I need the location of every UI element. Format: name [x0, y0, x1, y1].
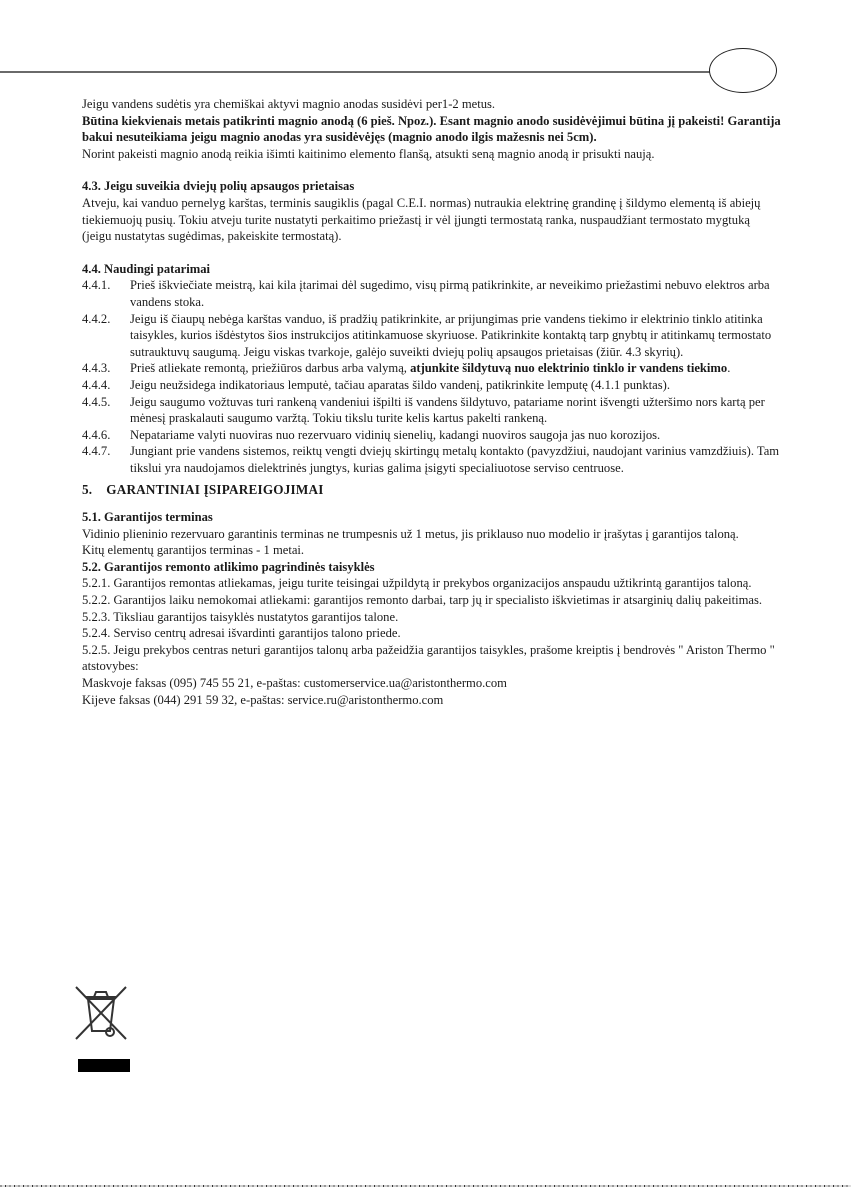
section-4-4-title: 4.4. Naudingi patarimai — [82, 261, 211, 276]
header-rule — [0, 71, 710, 73]
item-text: Jeigu saugumo vožtuvas turi rankeną vandeniui išpilti iš vandens šildytuvo, patariame norint išvengti užteršimo nors kartą per mėnesį praskalauti saugumo varžtą. Tokiu tikslu turite kelis kartus pakelti rankeną. — [130, 394, 765, 426]
rule-item: 5.2.4. Serviso centrų adresai išvardinti garantijos talono priede. — [82, 626, 401, 641]
rule-item: 5.2.2. Garantijos laiku nemokomai atliekami: garantijos remonto darbai, tarp jų ir specialisto iškvietimas ir atsarginių dalių pakeitimas. — [82, 593, 763, 608]
list-item — [82, 394, 782, 427]
item-text: Nepatariame valyti nuoviras nuo rezervuaro vidinių sienelių, kadangi nuoviros saugoja jas nuo korozijos. — [130, 427, 661, 442]
page-number-circle — [709, 48, 777, 93]
item-text-plain: Prieš atliekate remontą, priežiūros darbus arba valymą, — [130, 361, 411, 376]
item-number: 4.4.6. — [82, 427, 111, 442]
item-number: 4.4.7. — [82, 444, 111, 459]
item-text: Jungiant prie vandens sistemos, reiktų vengti dviejų skirtingų metalų kontakto (pavyzdžiui, naudojant varinius vamzdžiuis). Tam tikslui yra naudojamos dielektrinės jungtys, kurias galima įsigyti specialiuotose serviso centruose. — [130, 444, 780, 475]
contact-moscow: Maskvoje faksas (095) 745 55 21, e-paštas: customerservice.ua@aristonthermo.com — [82, 676, 507, 690]
item-number: 4.4.4. — [82, 377, 111, 392]
item-number: 4.4.2. — [82, 311, 111, 326]
section-5-2-title: 5.2. Garantijos remonto atlikimo pagrindinės taisyklės — [82, 559, 375, 574]
crossed-out-wheelie-bin-icon — [72, 985, 130, 1041]
scan-bottom-edge — [0, 1185, 851, 1187]
rule-item: 5.2.5. Jeigu prekybos centras neturi garantijos talonų arba pažeidžia garantijos taisykles, prašome kreiptis į bendrovės " Ariston Thermo " atstovybes: — [82, 642, 775, 674]
list-item — [82, 443, 782, 476]
section-5-1-text-2: Kitų elementų garantijos terminas - 1 metai. — [82, 543, 305, 558]
contact-kiev: Kijeve faksas (044) 291 59 32, e-paštas: service.ru@aristonthermo.com — [82, 692, 444, 707]
item-number: 4.4.1. — [82, 278, 111, 293]
list-item — [82, 360, 782, 377]
list-item — [82, 377, 782, 394]
list-item — [82, 311, 782, 361]
item-text: Jeigu neužsidega indikatoriaus lemputė, tačiau aparatas šildo vandenį, patikrinkite lemputę (4.1.1 punktas). — [130, 377, 670, 392]
item-text — [130, 360, 782, 377]
section-5-title: 5. GARANTINIAI ĮSIPAREIGOJIMAI — [82, 482, 324, 498]
section-5-1-title: 5.1. Garantijos terminas — [82, 510, 213, 525]
list-item — [82, 427, 782, 444]
section-5-1-text: Vidinio plieninio rezervuaro garantinis terminas ne trumpesnis už 1 metus, jis priklauso nuo modelio ir įrašytas į garantijos taloną. — [82, 526, 739, 541]
rule-item: 5.2.3. Tiksliau garantijos taisyklės nustatytos garantijos talone. — [82, 609, 399, 624]
item-number: 4.4.3. — [82, 361, 111, 376]
section-4-3-text: Atveju, kai vanduo pernelyg karštas, terminis saugiklis (pagal C.E.I. normas) nutraukia elektrinę grandinę į šildymo elementą iš abiejų tiekiemuojų pusių. Tokiu atveju turite nustatyti perkaitimo priežastį ir vėl įjungti termostatą ranka, nuspaudžiant termostato mygtuką (jeigu nustatytas sugėdimas, pakeiskite termostatą). — [82, 195, 761, 244]
list-item — [82, 277, 782, 310]
document-body — [82, 96, 782, 708]
weee-black-bar — [78, 1059, 130, 1072]
item-text: Prieš iškviečiate meistrą, kai kila įtarimai dėl sugedimo, visų pirmą patikrinkite, ar neveikimo priežastimi nebuvo elektros arba vandens stoka. — [130, 278, 770, 309]
anode-warning: Būtina kiekvienais metais patikrinti magnio anodą (6 pieš. Npoz.). Esant magnio anodo susidėvėjimui būtina jį pakeisti! Garantija bakui nesuteikiama jeigu magnio anodas yra susidėvėjęs (magnio anodo ilgis mažesnis nei 5cm). — [82, 113, 781, 145]
anode-note: Jeigu vandens sudėtis yra chemiškai aktyvi magnio anodas susidėvi per1-2 metus. — [82, 97, 496, 111]
section-4-3-title: 4.3. Jeigu suveikia dviejų polių apsaugos prietaisas — [82, 179, 355, 194]
item-number: 4.4.5. — [82, 394, 111, 409]
item-text-bold: atjunkite šildytuvą nuo elektrinio tinklo ir vandens tiekimo — [410, 361, 728, 376]
anode-replace: Norint pakeisti magnio anodą reikia išimti kaitinimo elemento flanšą, atsukti seną magnio anodą ir prisukti naują. — [82, 146, 655, 161]
rule-item: 5.2.1. Garantijos remontas atliekamas, jeigu turite teisingai užpildytą ir prekybos organizacijos anspaudu užtikrintą garantijos taloną. — [82, 576, 752, 591]
item-text: Jeigu iš čiaupų nebėga karštas vanduo, iš pradžių patikrinkite, ar prijungimas prie vandens tiekimo ir elektrinio tinklo atitinka taisykles, kurios išdėstytos šios instrukcijos atitinkamuose skyriuose. Patikrinkite kontaktą tarp gnybtų ir atitinkamų termostato sutrauktuvų saugumą. Jeigu viskas tvarkoje, galėjo suveikti dviejų polių apsaugos prietaisas (žiūr. 4.3 skyrių). — [130, 311, 772, 359]
item-text-tail: . — [727, 361, 731, 376]
